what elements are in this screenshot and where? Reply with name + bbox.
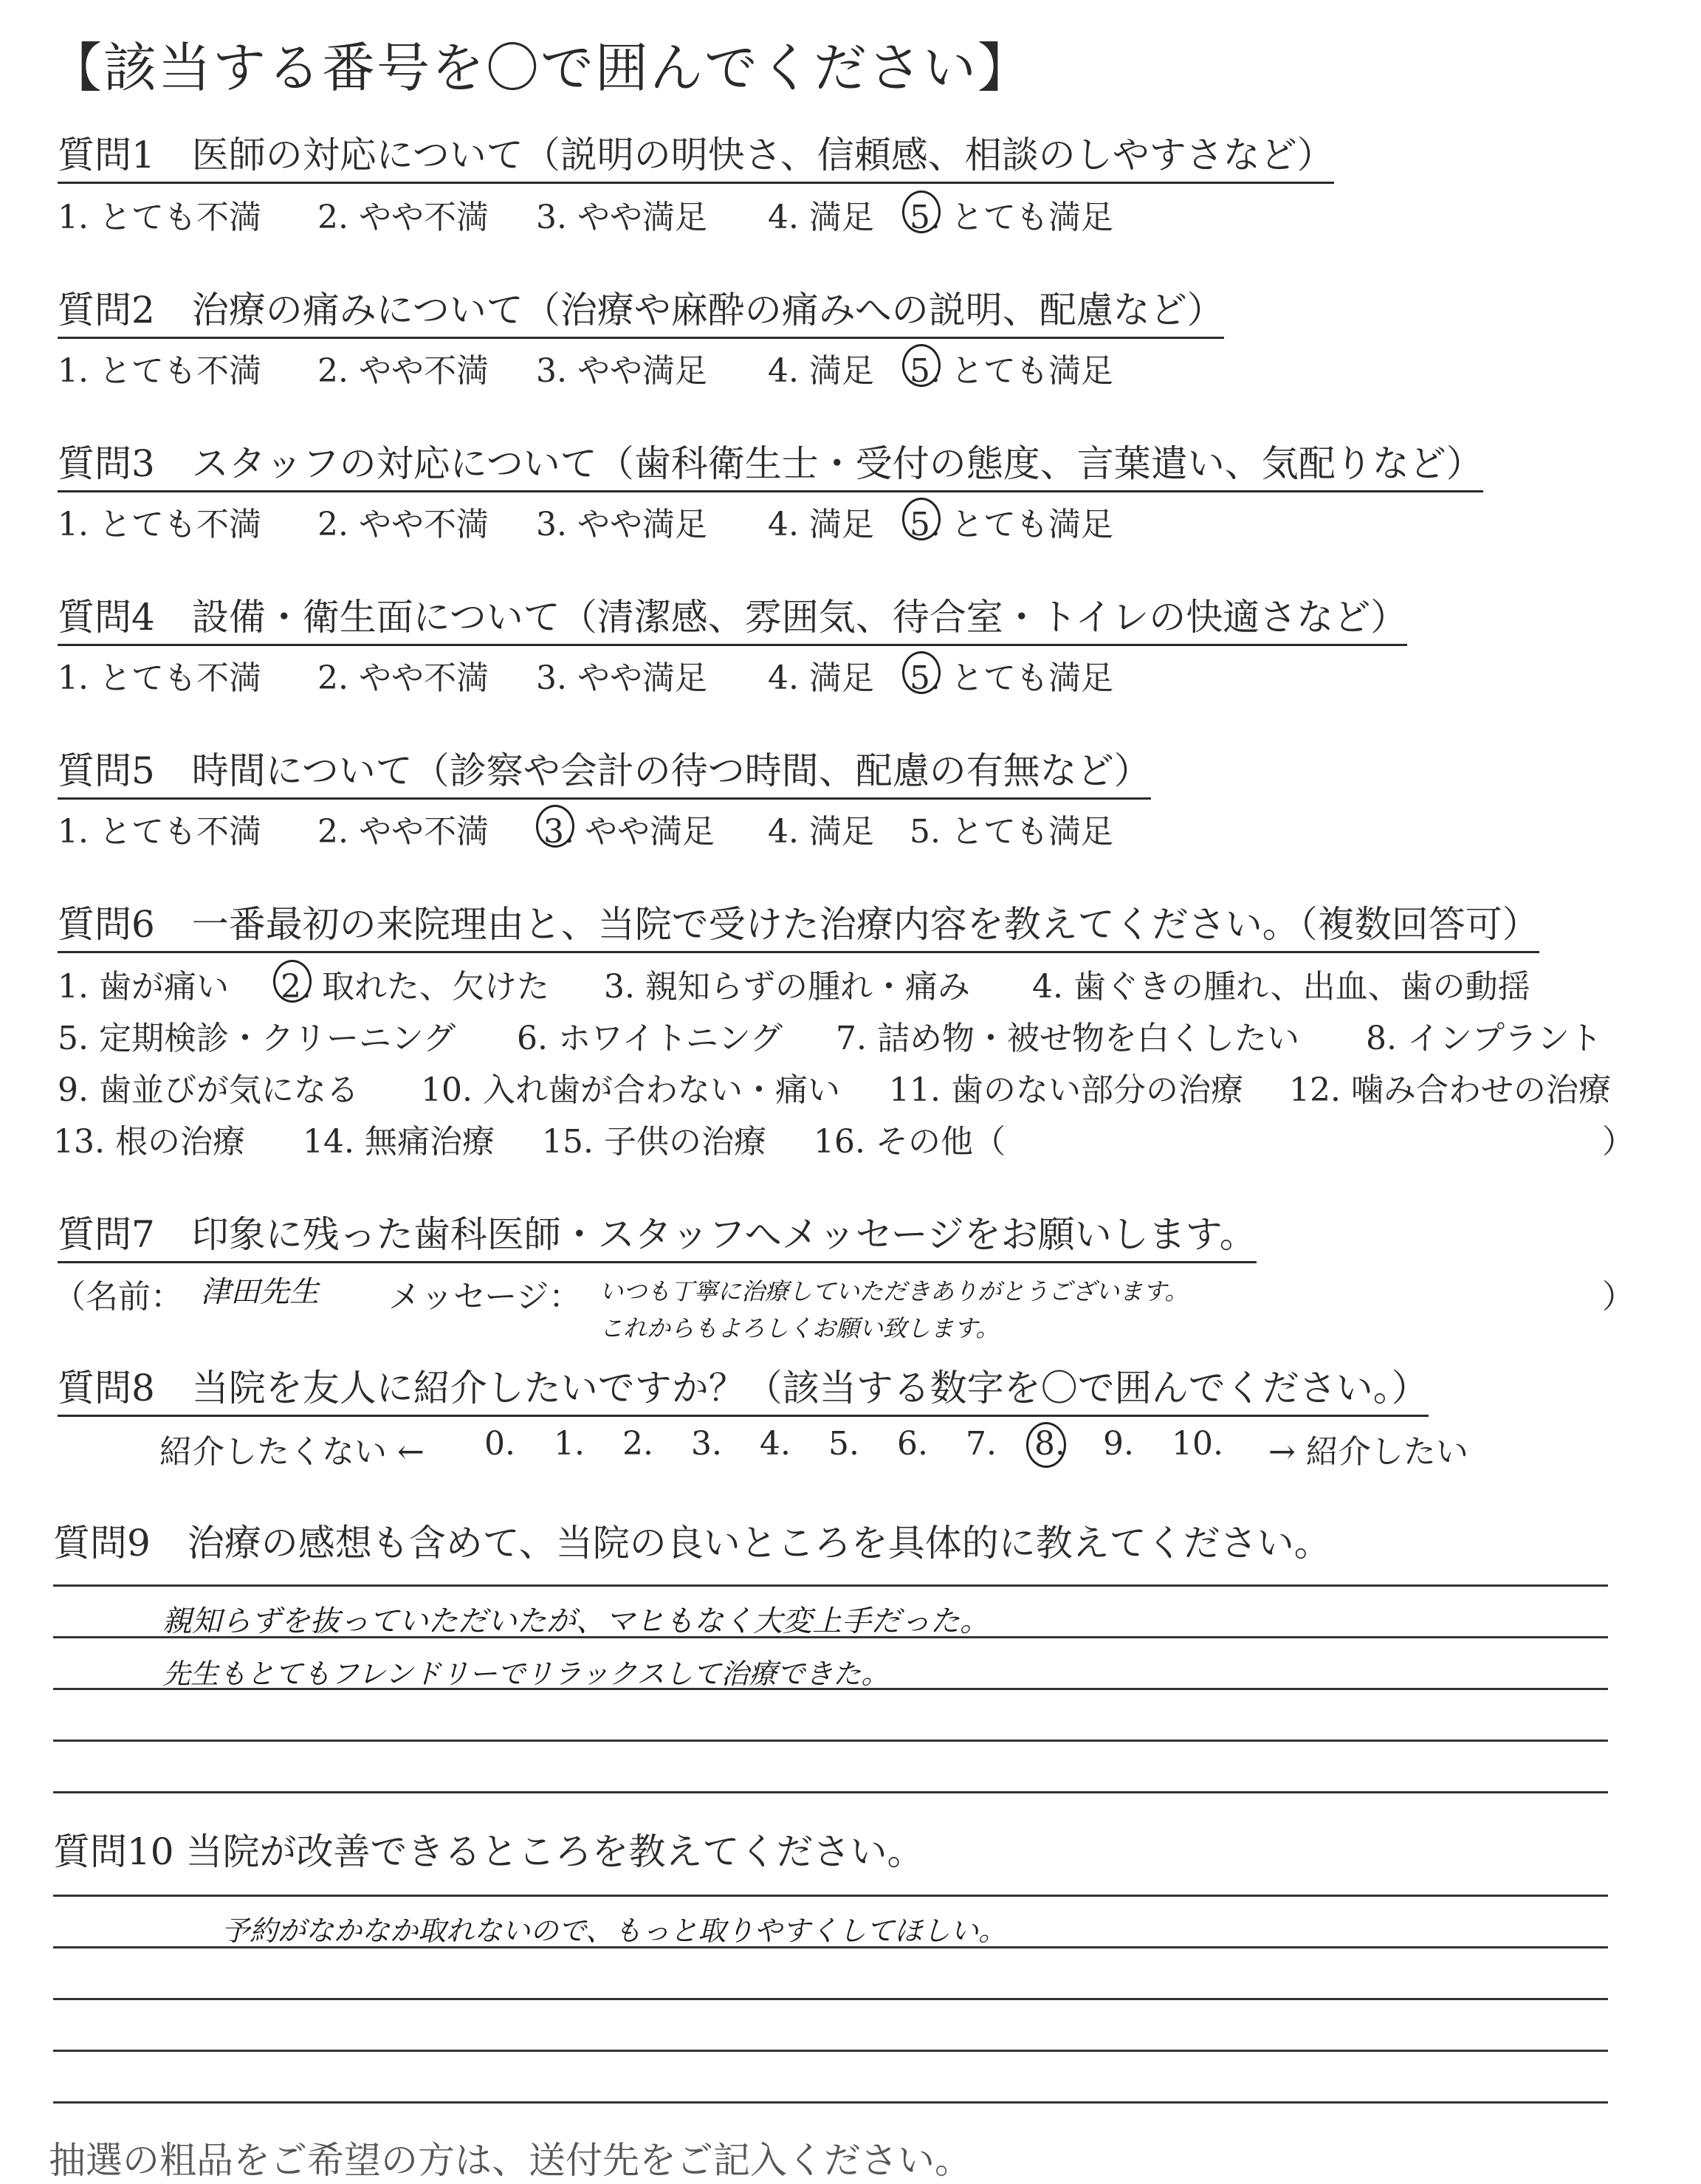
q6-option-6[interactable]: 6. ホワイトニング [517,1020,783,1057]
q8-score-9[interactable]: 9. [1103,1425,1134,1463]
q2-answer-circle [902,344,941,387]
q1-answer-circle [902,190,941,233]
q8-score-6[interactable]: 6. [897,1425,928,1463]
q1-heading: 質問1 医師の対応について（説明の明快さ、信頼感、相談のしやすさなど） [58,133,1334,184]
q2-heading: 質問2 治療の痛みについて（治療や麻酔の痛みへの説明、配慮など） [58,288,1224,339]
q6-option-4[interactable]: 4. 歯ぐきの腫れ、出血、歯の動揺 [1032,968,1530,1006]
q9-heading: 質問9 治療の感想も含めて、当院の良いところを具体的に教えてください。 [53,1522,1331,1565]
q1-option-1[interactable]: 1. とても不満 [58,199,261,236]
q4-option-4[interactable]: 4. 満足 [768,659,874,697]
q5-answer-circle [536,805,574,848]
q5-option-1[interactable]: 1. とても不満 [58,813,261,851]
q9-rule-1 [53,1584,1608,1587]
q8-score-7[interactable]: 7. [966,1425,997,1463]
q3-answer-circle [902,498,941,540]
q6-option-13[interactable]: 13. 根の治療 [53,1123,245,1161]
footer-note: 抽選の粗品をご希望の方は、送付先をご記入ください。 [49,2139,972,2182]
q6-option-1[interactable]: 1. 歯が痛い [58,968,229,1006]
q1-option-5[interactable]: 5. とても満足 [910,199,1113,236]
q3-option-5[interactable]: 5. とても満足 [910,506,1113,543]
q10-rule-4 [53,2050,1608,2052]
q10-rule-1 [53,1895,1608,1897]
q8-score-10[interactable]: 10. [1172,1425,1223,1463]
q8-answer-circle [1026,1422,1066,1468]
q5-option-4[interactable]: 4. 満足 [768,813,874,851]
q9-answer-line-1[interactable]: 親知らずを抜っていただいたが、マヒもなく大変上手だった。 [162,1604,989,1638]
q8-right-label: → 紹介したい [1268,1433,1468,1471]
q9-rule-4 [53,1740,1608,1742]
q6-option-7[interactable]: 7. 詰め物・被せ物を白くしたい [836,1020,1299,1057]
q8-score-8[interactable]: 8. [1034,1425,1065,1463]
q6-heading: 質問6 一番最初の来院理由と、当院で受けた治療内容を教えてください。（複数回答可） [58,902,1539,953]
q10-rule-3 [53,1998,1608,2000]
q4-option-5[interactable]: 5. とても満足 [910,659,1113,697]
q9-answer-line-2[interactable]: 先生もとてもフレンドリーでリラックスして治療できた。 [162,1658,890,1690]
q8-score-0[interactable]: 0. [484,1425,515,1463]
q5-option-2[interactable]: 2. やや不満 [317,813,489,851]
q8-score-5[interactable]: 5. [828,1425,859,1463]
q6-option-10[interactable]: 10. 入れ歯が合わない・痛い [421,1071,840,1109]
q6-option-9[interactable]: 9. 歯並びが気になる [58,1071,359,1109]
q4-answer-circle [902,651,941,694]
q6-option-8[interactable]: 8. インプラント [1366,1020,1602,1057]
q8-heading: 質問8 当院を友人に紹介したいですか？（該当する数字を〇で囲んでください。） [58,1366,1429,1417]
q8-score-4[interactable]: 4. [760,1425,791,1463]
q6-option-14[interactable]: 14. 無痛治療 [303,1123,495,1161]
q1-option-4[interactable]: 4. 満足 [768,199,874,236]
q6-option-11[interactable]: 11. 歯のない部分の治療 [889,1071,1243,1109]
q2-option-2[interactable]: 2. やや不満 [317,352,489,390]
q7-close: ） [1602,1278,1635,1316]
q6-option-15[interactable]: 15. 子供の治療 [542,1123,766,1161]
q6-option-5[interactable]: 5. 定期検診・クリーニング [58,1020,456,1057]
q6-option-2[interactable]: 2. 取れた、欠けた [281,968,549,1006]
q3-option-2[interactable]: 2. やや不満 [317,506,489,543]
q4-heading: 質問4 設備・衛生面について（清潔感、雰囲気、待合室・トイレの快適さなど） [58,595,1407,646]
q3-heading: 質問3 スタッフの対応について（歯科衛生士・受付の態度、言葉遣い、気配りなど） [58,442,1483,492]
q3-option-4[interactable]: 4. 満足 [768,506,874,543]
q10-heading: 質問10 当院が改善できるところを教えてください。 [53,1830,924,1873]
q5-option-3[interactable]: 3. やや満足 [543,813,715,851]
q5-option-5[interactable]: 5. とても満足 [910,813,1113,851]
q7-name-label: （名前： [53,1278,183,1316]
q4-option-1[interactable]: 1. とても不満 [58,659,261,697]
q5-heading: 質問5 時間について（診察や会計の待つ時間、配慮の有無など） [58,749,1151,800]
q4-option-3[interactable]: 3. やや満足 [536,659,707,697]
page-title: 【該当する番号を〇で囲んでください】 [49,37,1033,99]
q7-message-label: メッセージ： [388,1278,582,1316]
q8-left-label: 紹介したくない ← [159,1433,425,1471]
q2-option-3[interactable]: 3. やや満足 [536,352,707,390]
q8-score-1[interactable]: 1. [554,1425,585,1463]
q7-heading: 質問7 印象に残った歯科医師・スタッフへメッセージをお願いします。 [58,1212,1257,1263]
q3-option-3[interactable]: 3. やや満足 [536,506,707,543]
q2-option-1[interactable]: 1. とても不満 [58,352,261,390]
q2-option-5[interactable]: 5. とても満足 [910,352,1113,390]
q6-option-12[interactable]: 12. 噛み合わせの治療 [1289,1071,1611,1109]
q9-rule-5 [53,1791,1608,1793]
q6-option-16[interactable]: 16. その他（ [814,1123,1006,1161]
q2-option-4[interactable]: 4. 満足 [768,352,874,390]
q6-other-close: ） [1602,1123,1635,1161]
q8-score-3[interactable]: 3. [691,1425,722,1463]
q10-rule-5 [53,2101,1608,2104]
q7-message-line-2[interactable]: これからもよろしくお願い致します。 [599,1314,1000,1342]
q6-answer-circle [273,960,312,1003]
q1-option-3[interactable]: 3. やや満足 [536,199,707,236]
q7-name-value[interactable]: 津田先生 [201,1275,319,1309]
q3-option-1[interactable]: 1. とても不満 [58,506,261,543]
q1-option-2[interactable]: 2. やや不満 [317,199,489,236]
q4-option-2[interactable]: 2. やや不満 [317,659,489,697]
q10-answer-line-1[interactable]: 予約がなかなか取れないので、もっと取りやすくしてほしい。 [221,1915,1007,1947]
q7-message-line-1[interactable]: いつも丁寧に治療していただきありがとうございます。 [599,1277,1189,1305]
q6-option-3[interactable]: 3. 親知らずの腫れ・痛み [604,968,970,1006]
q8-score-2[interactable]: 2. [622,1425,653,1463]
